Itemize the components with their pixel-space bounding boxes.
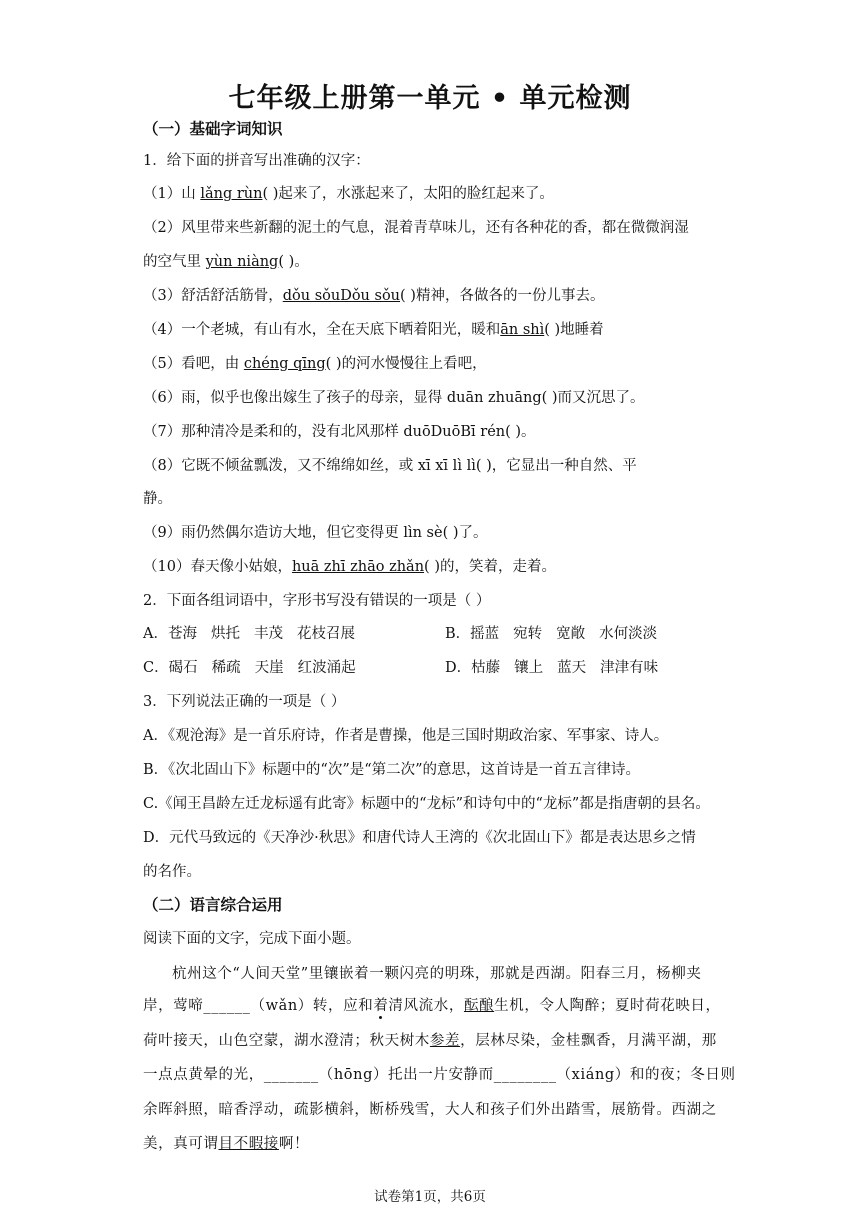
text: ( )精神，各做各的一份儿事去。 — [400, 288, 605, 304]
answer-blank[interactable]: _______ — [263, 1067, 319, 1083]
text: （3）舒活舒活筋骨， — [143, 288, 283, 304]
text: （5）看吧，由 — [143, 356, 244, 372]
option-word: 镶上 — [514, 660, 544, 676]
option-word: 天崖 — [254, 660, 284, 676]
option-word: 花枝召展 — [296, 626, 355, 642]
q2-options-row-1 — [143, 624, 843, 644]
q3-option-d-line2: 的名作。 — [143, 864, 201, 880]
pinyin: lǎng rùn — [200, 186, 263, 202]
option-a[interactable] — [143, 626, 369, 642]
option-word: 稀疏 — [211, 660, 241, 676]
passage-line-4 — [143, 1065, 736, 1085]
option-word: 水何淡淡 — [599, 626, 658, 642]
text: 生机，令人陶醉；夏时荷花映日， — [494, 998, 721, 1014]
text: ，层林尽染，金桂飘香，月满平湖，那 — [460, 1033, 717, 1049]
q1-item-9: （9）雨仍然偶尔造访大地，但它变得更 lìn sè( )了。 — [143, 525, 488, 541]
option-word: 摇蓝 — [470, 626, 500, 642]
option-word: 宛转 — [513, 626, 543, 642]
underlined-word: 目不暇接 — [218, 1136, 279, 1152]
text: 美，真可谓 — [143, 1136, 219, 1152]
q1-item-3 — [143, 286, 604, 306]
option-key: D． — [445, 660, 472, 676]
page-footer: 试卷第1页，共6页 — [374, 1189, 486, 1205]
passage-line-2 — [143, 996, 721, 1016]
q1-item-5 — [143, 354, 487, 374]
option-word: 烘托 — [210, 626, 240, 642]
option-key: B． — [445, 626, 471, 642]
option-word: 枯藤 — [471, 660, 501, 676]
q2-options-row-2 — [143, 658, 843, 678]
passage-line-5: 余晖斜照，暗香浮动，疏影横斜，断桥残雪，大人和孩子们外出踏雪，展筋骨。西湖之 — [143, 1102, 717, 1118]
dotted-char: 着 — [373, 998, 389, 1014]
pinyin: chéng qīng — [243, 356, 326, 372]
q3-option-c[interactable]: C.《闻王昌龄左迁龙标遥有此寄》标题中的“龙标”和诗句中的“龙标”都是指唐朝的县名。 — [143, 796, 710, 812]
option-key: A． — [143, 626, 168, 642]
text: 荷叶接天，山色空蒙，湖水澄清；秋天树木 — [143, 1033, 430, 1049]
text: （10）春天像小姑娘， — [143, 559, 292, 575]
q1-item-10 — [143, 557, 556, 577]
text: ( )。 — [278, 254, 309, 270]
underlined-word: 参差 — [429, 1033, 461, 1049]
text: 岸，莺啼 — [143, 998, 204, 1014]
option-d[interactable] — [445, 658, 672, 678]
option-word: 红波涌起 — [297, 660, 356, 676]
text: （1）山 — [143, 186, 201, 202]
answer-blank[interactable]: ______ — [203, 998, 251, 1014]
pinyin: ān shì — [500, 322, 545, 338]
q1-item-4 — [143, 320, 604, 340]
option-word: 苍海 — [167, 626, 197, 642]
pinyin: huā zhī zhāo zhǎn — [291, 559, 425, 575]
section-heading-2: （二）语言综合运用 — [143, 896, 283, 914]
passage-line-1: 杭州这个“人间天堂”里镶嵌着一颗闪亮的明珠，那就是西湖。阳春三月，杨柳夹 — [172, 966, 702, 982]
underlined-word: 酝酿 — [463, 998, 495, 1014]
q3-stem: 3．下列说法正确的一项是（ ） — [143, 694, 346, 710]
q3-option-a[interactable]: A．《观沧海》是一首乐府诗，作者是曹操，他是三国时期政治家、军事家、诗人。 — [143, 728, 669, 744]
reading-intro: 阅读下面的文字，完成下面小题。 — [143, 931, 361, 947]
q3-option-b[interactable]: B．《次北固山下》标题中的“次”是“第二次”的意思，这首诗是一首五言律诗。 — [143, 762, 641, 778]
option-b[interactable] — [445, 624, 671, 644]
text: ( )的河水慢慢往上看吧， — [325, 356, 487, 372]
q1-item-1 — [143, 184, 554, 204]
q1-item-8-line1: （8）它既不倾盆瓢泼，又不绵绵如丝，或 xī xī lì lì( )，它显出一种自然、平 — [143, 458, 637, 474]
q1-item-6: （6）雨，似乎也像出嫁生了孩子的母亲，显得 duān zhuāng( )而又沉思了。 — [143, 390, 645, 406]
answer-blank[interactable]: ________ — [493, 1067, 557, 1083]
option-word: 蓝天 — [557, 660, 587, 676]
pinyin: yùn niàng — [205, 254, 279, 270]
q1-item-2-line1: （2）风里带来些新翻的泥土的气息，混着青草味儿，还有各种花的香，都在微微润湿 — [143, 220, 689, 236]
passage-line-3 — [143, 1031, 717, 1051]
option-word: 津津有味 — [600, 660, 659, 676]
q3-option-d-line1[interactable]: D．元代马致远的《天净沙·秋思》和唐代诗人王湾的《次北固山下》都是表达思乡之情 — [143, 830, 696, 846]
option-word: 丰茂 — [253, 626, 283, 642]
text-with-dot: 一点点黄晕 — [143, 1067, 219, 1083]
option-word: 碣石 — [168, 660, 198, 676]
text: 的空气里 — [143, 254, 206, 270]
text: （wǎn）转，应和 — [250, 998, 374, 1014]
option-key: C． — [143, 660, 169, 676]
text: ( )地睡着 — [544, 322, 604, 338]
q2-stem: 2．下面各组词语中，字形书写没有错误的一项是（ ） — [143, 593, 491, 609]
text: （4）一个老城，有山有水，全在天底下晒着阳光，暖和 — [143, 322, 501, 338]
text: 的光， — [218, 1067, 264, 1083]
text: ( )的，笑着，走着。 — [424, 559, 556, 575]
text: ( )起来了，水涨起来了，太阳的脸红起来了。 — [262, 186, 554, 202]
q1-item-7: （7）那种清冷是柔和的，没有北风那样 duōDuōBī rén( )。 — [143, 424, 536, 440]
passage-line-6 — [143, 1134, 309, 1154]
section-heading-1: （一）基础字词知识 — [143, 120, 283, 138]
page-title: 七年级上册第一单元 • 单元检测 — [228, 83, 632, 114]
text: （xiáng）和的夜；冬日则 — [556, 1067, 736, 1083]
option-word: 宽敞 — [556, 626, 586, 642]
pinyin: dǒu sǒuDǒu sǒu — [282, 288, 401, 304]
q1-item-2-line2 — [143, 252, 309, 272]
q1-item-8-line2: 静。 — [143, 491, 172, 507]
option-c[interactable] — [143, 660, 370, 676]
q1-stem: 1．给下面的拼音写出准确的汉字： — [143, 153, 370, 169]
text: （hōng）托出一片安静而 — [318, 1067, 494, 1083]
text: 啊！ — [278, 1136, 310, 1152]
text: 清风流水， — [388, 998, 464, 1014]
